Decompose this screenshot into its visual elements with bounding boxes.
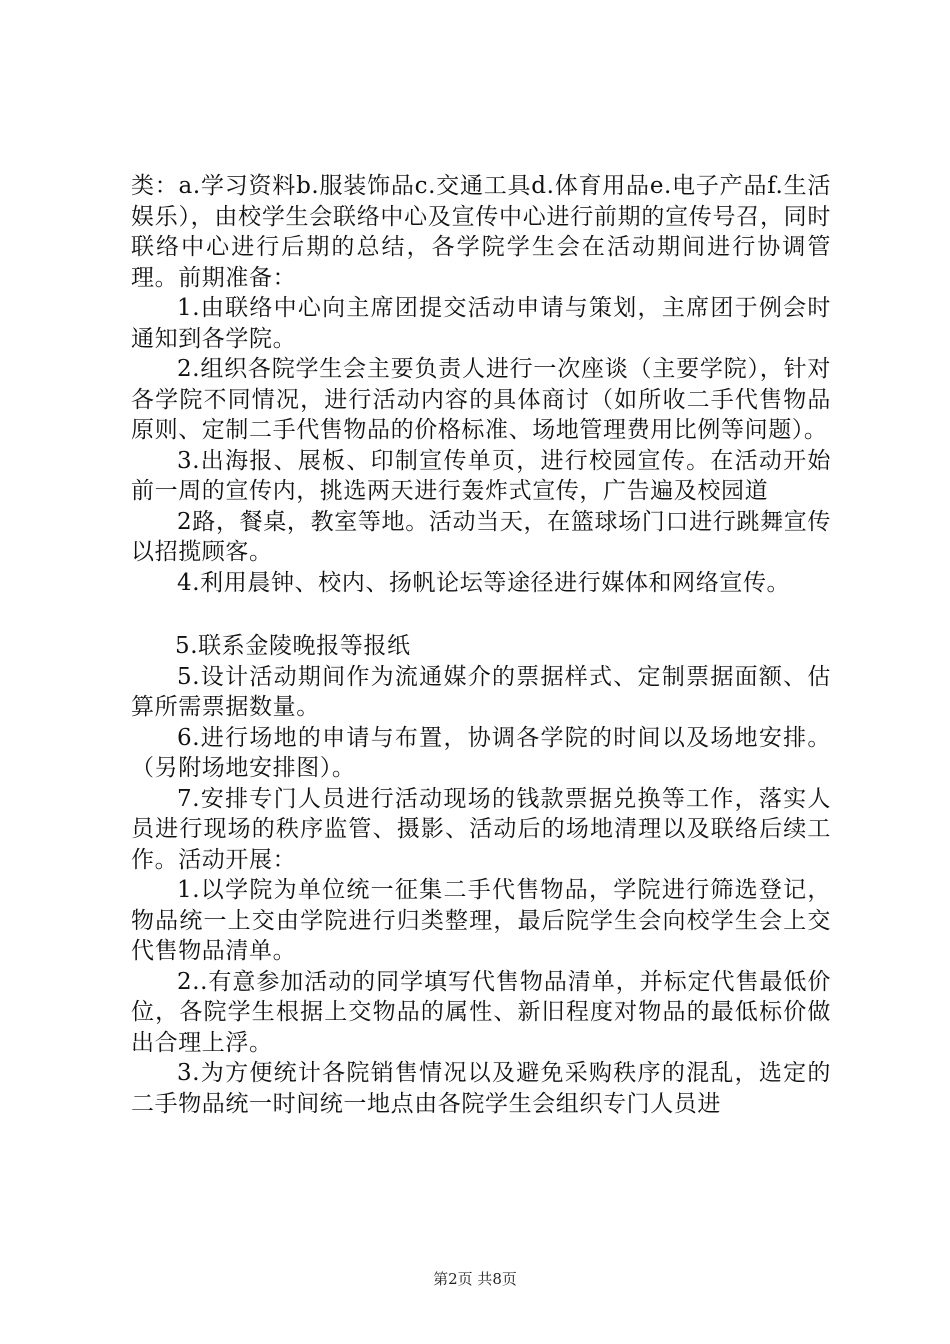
paragraph-prep-5b: 5.设计活动期间作为流通媒介的票据样式、定制票据面额、估算所需票据数量。 xyxy=(131,663,831,720)
paragraph-prep-2: 2.组织各院学生会主要负责人进行一次座谈（主要学院），针对各学院不同情况，进行活动内容的具体商讨（如所收二手代售物品原则、定制二手代售物品的价格标准、场地管理费用比例等问题）。 xyxy=(131,356,831,443)
paragraph-prep-3: 3.出海报、展板、印制宣传单页，进行校园宣传。在活动开始前一周的宣传内，挑选两天进行轰炸式宣传，广告遍及校园道 xyxy=(131,447,831,504)
paragraph-prep-7: 7.安排专门人员进行活动现场的钱款票据兑换等工作，落实人员进行现场的秩序监管、摄影、活动后的场地清理以及联络后续工作。活动开展： xyxy=(131,785,831,873)
page-number-label: 第2页 共8页 xyxy=(433,1270,517,1288)
paragraph-gap xyxy=(131,598,831,631)
paragraph-run-3: 3.为方便统计各院销售情况以及避免采购秩序的混乱，选定的二手物品统一时间统一地点由各院学生会组织专门人员进 xyxy=(131,1060,831,1117)
paragraph-prep-3-cont: 2路，餐桌，教室等地。活动当天，在篮球场门口进行跳舞宣传以招揽顾客。 xyxy=(131,508,831,565)
paragraph-prep-5a: 5.联系金陵晚报等报纸 xyxy=(175,633,411,659)
page-footer xyxy=(0,1268,950,1289)
paragraph-run-2: 2..有意参加活动的同学填写代售物品清单，并标定代售最低价位，各院学生根据上交物品的属性、新旧程度对物品的最低标价做出合理上浮。 xyxy=(131,968,831,1056)
paragraph-prep-4: 4.利用晨钟、校内、扬帆论坛等途径进行媒体和网络宣传。 xyxy=(177,569,791,596)
paragraph-intro: 类：a.学习资料b.服装饰品c.交通工具d.体育用品e.电子产品f.生活娱乐），由校学生会联络中心及宣传中心进行前期的宣传号召，同时联络中心进行后期的总结，各学院学生会在活动期间进行协调管理。前期准备： xyxy=(131,173,831,291)
document-body xyxy=(131,171,831,1119)
paragraph-run-1: 1.以学院为单位统一征集二手代售物品，学院进行筛选登记，物品统一上交由学院进行归类整理，最后院学生会向校学生会上交代售物品清单。 xyxy=(131,877,831,964)
paragraph-prep-6: 6.进行场地的申请与布置，协调各学院的时间以及场地安排。（另附场地安排图）。 xyxy=(131,724,831,781)
paragraph-prep-1: 1.由联络中心向主席团提交活动申请与策划，主席团于例会时通知到各学院。 xyxy=(131,295,831,352)
